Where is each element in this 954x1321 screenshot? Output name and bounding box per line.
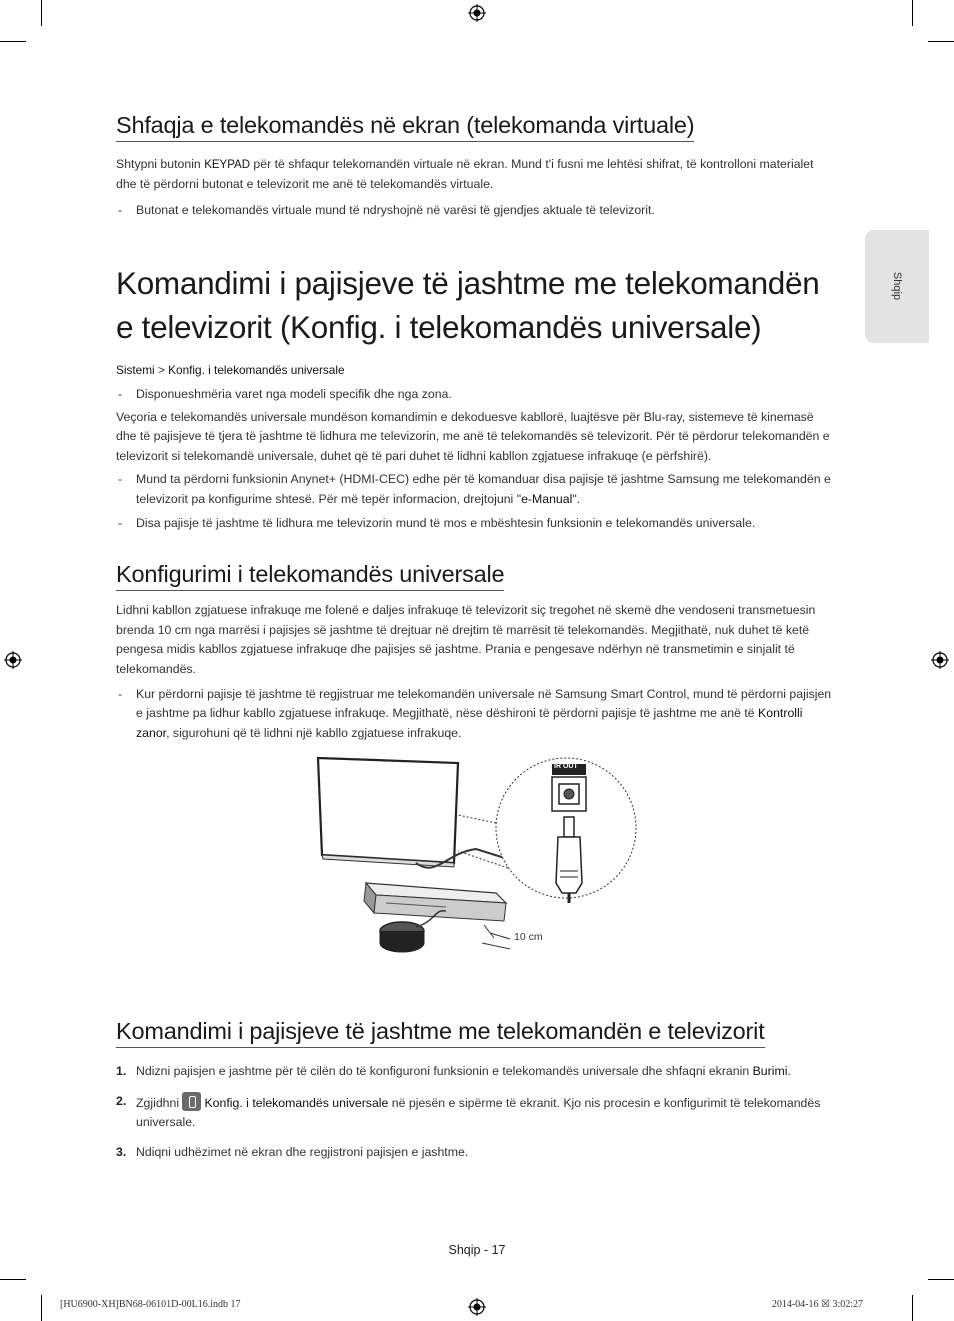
note-list xyxy=(116,385,832,404)
registration-mark-icon xyxy=(931,651,949,669)
note-list xyxy=(116,685,832,743)
text: në pjesën e sipërme të ekranit. Kjo nis procesin e konfigurimit të telekomandës universale. xyxy=(136,1095,821,1130)
key-term: KEYPAD xyxy=(204,159,251,172)
step-item xyxy=(116,1062,832,1081)
step-item xyxy=(116,1092,832,1133)
crop-mark xyxy=(0,41,26,42)
language-side-tab xyxy=(865,230,929,343)
step-number: 1. xyxy=(116,1064,127,1079)
step-number: 3. xyxy=(116,1144,127,1159)
paragraph: Lidhni kabllon zgjatuese infrakuqe me folenë e daljes infrakuqe të televizorit siç tregohet në skemë dhe vendoseni transmetuesin brenda 10 cm nga marrësi i pajisjes së jashtme të drejtuar në drejtim të marrësit të telekomandës. Megjithatë, nuk duhet të ketë pengesa midis kabllos zgjatuese infrakuqe dhe pajisjes së jashtme. Prania e pengesave ndërhyn në transmetimin e sinjalit të telekomandës. xyxy=(116,603,816,676)
menu-path-item: Sistemi xyxy=(116,363,155,378)
page-number: Shqip - 17 xyxy=(448,1243,506,1257)
note-item xyxy=(116,470,832,509)
text: Ndizni pajisjen e jashtme për të cilën do të konfiguroni funksionin e telekomandës universale dhe shfaqni ekranin xyxy=(136,1064,753,1079)
ir-connection-figure xyxy=(116,753,832,983)
key-term: Konfig. i telekomandës universale xyxy=(204,1095,389,1110)
paragraph: Veçoria e telekomandës universale mundëson komandimin e dekoduesve kabllorë, luajtësve për Blu-ray, sistemeve të kinemasë dhe të pajisjeve të tjera të jashtme të lidhura me televizorin, me anë të telekomandës së televizorit. Për të përdorur telekomandën e televizorit si telekomandë universale, duhet që të pari duhet të lidhni kabllon zgjatuese infrakuqe (e përfshirë). xyxy=(116,409,830,463)
steps-list xyxy=(116,1062,832,1162)
text: ". xyxy=(572,491,581,506)
note-item: - Butonat e telekomandës virtuale mund të ndryshojnë në varësi të gjendjes aktuale të televizorit. xyxy=(116,201,832,220)
section-universal-remote-main-title xyxy=(116,262,832,349)
crop-mark xyxy=(912,1295,913,1321)
distance-label: 10 cm xyxy=(514,931,543,944)
page-content xyxy=(116,112,832,1162)
crop-mark xyxy=(41,0,42,26)
registration-mark-icon xyxy=(468,4,486,22)
menu-path xyxy=(116,361,832,380)
crop-mark xyxy=(41,1295,42,1321)
print-slug-right: 2014-04-16 ☒ 3:02:27 xyxy=(771,1299,863,1310)
step-item xyxy=(116,1143,832,1162)
crop-mark xyxy=(0,1279,26,1280)
crop-mark xyxy=(928,1279,954,1280)
note-item xyxy=(116,685,832,743)
text: . xyxy=(787,1064,791,1079)
registration-mark-icon xyxy=(468,1298,486,1316)
step-number: 2. xyxy=(116,1093,127,1108)
language-side-tab-label: Shqip xyxy=(891,271,903,301)
registration-mark-icon xyxy=(4,651,22,669)
print-slug-left: [HU6900-XH]BN68-06101D-00L16.indb 17 xyxy=(60,1299,241,1310)
text: Shtypni butonin xyxy=(116,157,205,172)
title-line: e televizorit (Konfig. i telekomandës universale) xyxy=(116,308,762,345)
ir-out-label: IR OUT xyxy=(554,763,578,771)
section-configure-universal-remote-title: Konfigurimi i telekomandës universale xyxy=(116,561,504,591)
title-line: Komandimi i pajisjeve të jashtme me telekomandën xyxy=(116,265,820,302)
note-item: - Disa pajisje të jashtme të lidhura me televizorin mund të mos e mbështesin funksionin e telekomandës universale. xyxy=(116,514,832,533)
text: Ndiqni udhëzimet në ekran dhe regjistroni pajisjen e jashtme. xyxy=(136,1144,469,1159)
crop-mark xyxy=(928,41,954,42)
text: Zgjidhni xyxy=(136,1095,183,1110)
note-list xyxy=(116,201,832,220)
universal-remote-settings-icon xyxy=(182,1092,201,1111)
note-item: - Disponueshmëria varet nga modeli specifik dhe nga zona. xyxy=(116,385,832,404)
text: për të shfaqur telekomandën virtuale në ekran. Mund t'i fusni me lehtësi shifrat, të kontrolloni materialet dhe të përdorni butonat e televizorit me anë të telekomandës virtuale. xyxy=(116,157,814,192)
key-term: Burimi xyxy=(752,1064,788,1079)
text: Mund ta përdorni funksionin Anynet+ (HDMI-CEC) edhe për të komanduar disa pajisje të jashtme Samsung me telekomandën e televizorit pa konfigurime shtesë. Për më tepër informacion, drejtojuni " xyxy=(136,472,831,506)
text: , sigurohuni që të lidhni një kabllo zgjatuese infrakuqe. xyxy=(166,725,462,740)
menu-path-separator: > xyxy=(154,363,169,378)
text: Kur përdorni pajisje të jashtme të regjistruar me telekomandën universale në Samsung Smart Control, mund të përdorni pajisjen e jashtme pa lidhur kabllo zgjatuese infrakuqe. Megjithatë, nëse dëshironi të përdorni pajisje të jashtme me anë të xyxy=(136,687,832,721)
ir-connection-illustration xyxy=(116,753,832,983)
note-list xyxy=(116,470,832,533)
key-term: Kontrolli zanor xyxy=(136,706,803,740)
tv-screen-shape xyxy=(318,758,458,863)
key-term: e-Manual xyxy=(521,491,573,506)
section-control-external-devices-title: Komandimi i pajisjeve të jashtme me telekomandën e televizorit xyxy=(116,1018,765,1048)
menu-path-item: Konfig. i telekomandës universale xyxy=(168,363,345,378)
section-virtual-remote-title: Shfaqja e telekomandës në ekran (telekomanda virtuale) xyxy=(116,112,694,142)
paragraph xyxy=(116,155,832,195)
crop-mark xyxy=(912,0,913,26)
